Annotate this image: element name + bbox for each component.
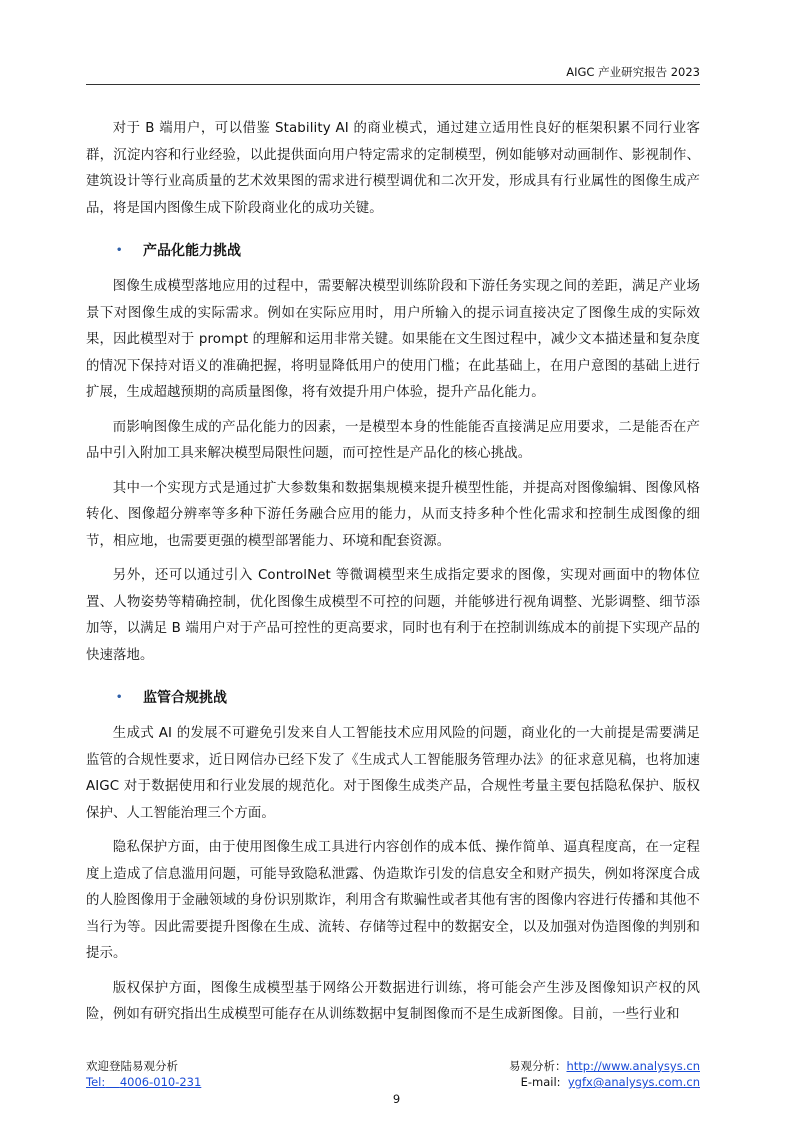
paragraph: 隐私保护方面，由于使用图像生成工具进行内容创作的成本低、操作简单、逼真程度高，在一定程度上造成了信息滥用问题，可能导致隐私泄露、伪造欺诈引发的信息安全和财产损失，例如将深度合成的人脸图像用于金融领域的身份识别欺诈，利用含有欺骗性或者其他有害的图像内容进行传播和其他不当行为等。因此需要提升图像在生成、流转、存储等过程中的数据安全，以及加强对伪造图像的判别和提示。 [86,840,700,961]
footer-contact [86,1058,201,1090]
paragraph: 对于 B 端用户，可以借鉴 Stability AI 的商业模式，通过建立适用性良好的框架积累不同行业客群，沉淀内容和行业经验，以此提供面向用户特定需求的定制模型，例如能够对动画制作、影视制作、建筑设计等行业高质量的艺术效果图的需求进行模型调优和二次开发，形成具有行业属性的图像生成产品，将是国内图像生成下阶段商业化的成功关键。 [86,121,700,216]
paragraph: 其中一个实现方式是通过扩大参数集和数据集规模来提升模型性能，并提高对图像编辑、图像风格转化、图像超分辨率等多种下游任务融合应用的能力，从而支持多种个性化需求和控制生成图像的细节，相应地，也需要更强的模型部署能力、环境和配套资源。 [86,480,700,549]
paragraph: 另外，还可以通过引入 ControlNet 等微调模型来生成指定要求的图像，实现对画面中的物体位置、人物姿势等精确控制，优化图像生成模型不可控的问题，并能够进行视角调整、光影调整、细节添加等，以满足 B 端用户对于产品可控性的更高要求，同时也有利于在控制训练成本的前提下实现产品的快速落地。 [86,568,700,663]
tel-number: 4006-010-231 [119,1075,202,1089]
bullet-icon: • [116,691,123,703]
site-label: 易观分析： [509,1059,567,1073]
section-heading-text: 产品化能力挑战 [143,243,241,259]
email-label: E-mail: [520,1075,561,1089]
paragraph: 版权保护方面，图像生成模型基于网络公开数据进行训练，将可能会产生涉及图像知识产权的风险，例如有研究指出生成模型可能存在从训练数据中复制图像而不是生成新图像。目前，一些行业和 [86,980,700,1022]
footer-links [509,1058,700,1090]
section-heading [86,677,700,717]
page-footer [86,1058,700,1092]
paragraph: 图像生成模型落地应用的过程中，需要解决模型训练阶段和下游任务实现之间的差距，满足产业场景下对图像生成的实际需求。例如在实际应用时，用户所输入的提示词直接决定了图像生成的实际效果，因此模型对于 prompt 的理解和运用非常关键。如果能在文生图过程中，减少文本描述量和复杂度的情况下保持对语义的准确把握，将明显降低用户的使用门槛；在此基础上，在用户意图的基础上进行扩展，生成超越预期的高质量图像，将有效提升用户体验，提升产品化能力。 [86,279,700,400]
tel-label: Tel: [86,1075,106,1089]
paragraph: 生成式 AI 的发展不可避免引发来自人工智能技术应用风险的问题，商业化的一大前提是需要满足监管的合规性要求，近日网信办已经下发了《生成式人工智能服务管理办法》的征求意见稿，也将加速 AIGC 对于数据使用和行业发展的规范化。对于图像生成类产品，合规性考量主要包括隐私保护、版权保护、人工智能治理三个方面。 [86,726,700,821]
document-body [86,116,700,1037]
section-heading [86,230,700,270]
section-heading-text: 监管合规挑战 [143,690,227,706]
page-number: 9 [392,1092,401,1106]
paragraph: 而影响图像生成的产品化能力的因素，一是模型本身的性能能否直接满足应用要求，二是能否在产品中引入附加工具来解决模型局限性问题，而可控性是产品化的核心挑战。 [86,419,700,461]
header-title: AIGC 产业研究报告 2023 [566,65,700,79]
footer-tel[interactable] [86,1074,201,1090]
email-link[interactable]: ygfx@analysys.com.cn [567,1075,700,1089]
website-link[interactable]: http://www.analysys.cn [566,1059,700,1073]
page-header [86,64,700,85]
footer-welcome: 欢迎登陆易观分析 [86,1059,178,1073]
bullet-icon: • [116,244,123,256]
